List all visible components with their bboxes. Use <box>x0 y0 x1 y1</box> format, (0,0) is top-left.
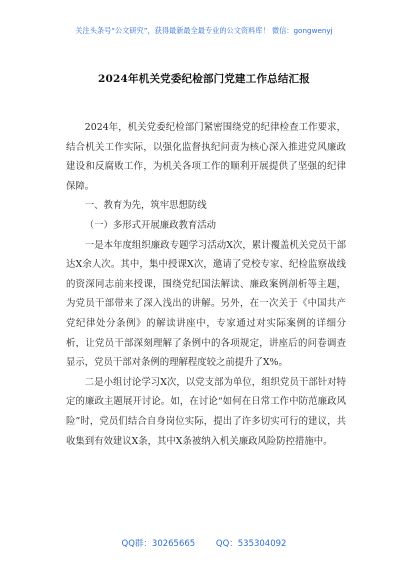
document-title: 2024年机关党委纪检部门党建工作总结汇报 <box>98 73 310 85</box>
footer-contacts <box>0 537 408 549</box>
document-body <box>66 118 346 451</box>
subsection-heading: （一）多形式开展廉政教育活动 <box>84 219 217 231</box>
intro-paragraph: 2024年，机关党委纪检部门紧密围绕党的纪律检查工作要求，结合机关工作实际，以强化监督执纪问责为核心深入推进党风廉政建设和反腐败工作，为机关各项工作的顺利开展提供了坚强的纪律保障。 <box>66 122 346 192</box>
section-heading: 一、教育为先，筑牢思想防线 <box>84 200 207 212</box>
body-paragraph-2: 二是小组讨论学习X次，以党支部为单位，组织党员干部针对特定的廉政主题展开讨论。如，在讨论“如何在日常工作中防范廉政风险”时，党员们结合自身岗位实际，提出了许多切实可行的建议，共收集到有效建议X条，其中X条被纳入机关廉政风险防控措施中。 <box>66 376 346 447</box>
body-paragraph-1: 一是本年度组织廉政专题学习活动X次，累计覆盖机关党员干部达X余人次。其中，集中授课X次，邀请了党校专家、纪检监察战线的资深同志前来授课，围绕党纪国法解读、廉政案例剖析等主题，为党员干部带来了深入浅出的讲解。另外，在一次关于《中国共产党纪律处分条例》的解读讲座中，专家通过对实际案例的详细分析，让党员干部深刻理解了条例中的各项规定，讲座后的问卷调查显示，党员干部对条例的理解程度较之前提升了X%。 <box>66 239 346 369</box>
header-banner: 关注头条号“公文研究”，获得最新最全最专业的公文资料库！ 微信：gongwenyj <box>75 26 333 35</box>
footer-qq-group: QQ群：30265665 <box>121 539 196 549</box>
footer-qq: QQ：535304092 <box>215 539 287 549</box>
